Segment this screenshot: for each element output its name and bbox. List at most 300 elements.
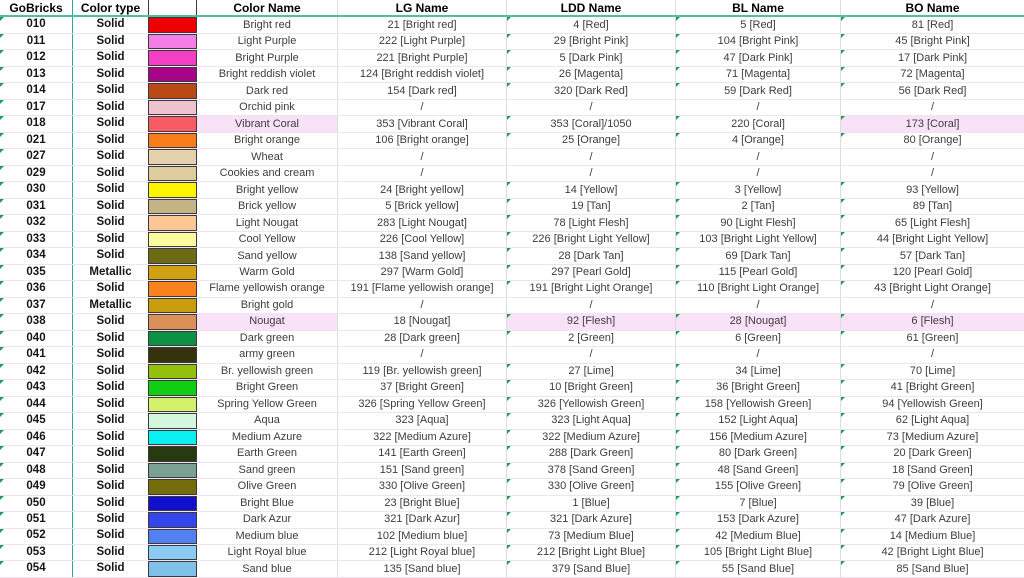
color-swatch-cell[interactable] <box>148 83 197 98</box>
bl-name-cell[interactable]: 59 [Dark Red] <box>676 83 841 98</box>
color-swatch-cell[interactable] <box>148 17 197 32</box>
color-swatch-cell[interactable] <box>148 166 197 181</box>
bl-name-cell[interactable]: 220 [Coral] <box>676 116 841 131</box>
gobricks-id-cell[interactable]: 021 <box>0 133 73 148</box>
lg-name-cell[interactable]: 326 [Spring Yellow Green] <box>338 397 507 412</box>
ldd-name-cell[interactable]: 25 [Orange] <box>507 133 676 148</box>
lg-name-cell[interactable]: 330 [Olive Green] <box>338 479 507 494</box>
gobricks-id-cell[interactable]: 032 <box>0 215 73 230</box>
bo-name-cell[interactable]: 43 [Bright Light Orange] <box>841 281 1024 296</box>
lg-name-cell[interactable]: 323 [Aqua] <box>338 413 507 428</box>
bo-name-cell[interactable]: 81 [Red] <box>841 17 1024 32</box>
color-type-cell[interactable]: Solid <box>96 84 125 97</box>
color-name-cell[interactable]: Nougat <box>197 314 338 329</box>
ldd-name-cell[interactable]: 320 [Dark Red] <box>507 83 676 98</box>
bo-name-cell[interactable]: 18 [Sand Green] <box>841 463 1024 478</box>
color-name-cell[interactable]: Sand yellow <box>197 248 338 263</box>
ldd-name-cell[interactable]: 353 [Coral]/1050 <box>507 116 676 131</box>
gobricks-id-cell[interactable]: 033 <box>0 232 73 247</box>
bl-name-cell[interactable]: 156 [Medium Azure] <box>676 430 841 445</box>
lg-name-cell[interactable]: / <box>338 100 507 115</box>
bl-name-cell[interactable]: 115 [Pearl Gold] <box>676 265 841 280</box>
bo-name-cell[interactable]: 70 [Lime] <box>841 364 1024 379</box>
lg-name-cell[interactable]: 23 [Bright Blue] <box>338 496 507 511</box>
bo-name-cell[interactable]: 72 [Magenta] <box>841 67 1024 82</box>
color-type-cell[interactable]: Solid <box>96 249 125 262</box>
gobricks-id-cell[interactable]: 051 <box>0 512 73 527</box>
lg-name-cell[interactable]: 106 [Bright orange] <box>338 133 507 148</box>
bl-name-cell[interactable]: 4 [Orange] <box>676 133 841 148</box>
header-swatch <box>148 0 197 15</box>
color-name-cell[interactable]: Cool Yellow <box>197 232 338 247</box>
color-type-cell[interactable]: Solid <box>96 216 125 229</box>
color-swatch-cell[interactable] <box>148 397 197 412</box>
cell-flag-triangle-icon <box>0 380 4 384</box>
gobricks-id-cell[interactable]: 037 <box>0 298 73 313</box>
color-type-cell[interactable]: Solid <box>96 183 125 196</box>
ldd-name-cell[interactable]: 28 [Dark Tan] <box>507 248 676 263</box>
lg-name-cell[interactable]: 297 [Warm Gold] <box>338 265 507 280</box>
color-swatch-cell[interactable] <box>148 347 197 362</box>
color-type-cell[interactable]: Solid <box>96 282 125 295</box>
ldd-name-cell[interactable]: 5 [Dark Pink] <box>507 50 676 65</box>
lg-name-cell[interactable]: 353 [Vibrant Coral] <box>338 116 507 131</box>
color-type-cell[interactable]: Solid <box>96 166 125 179</box>
color-swatch-cell[interactable] <box>148 182 197 197</box>
color-name-cell[interactable]: Light Nougat <box>197 215 338 230</box>
ldd-name-cell[interactable]: 1 [Blue] <box>507 496 676 511</box>
bo-name-cell[interactable]: 6 [Flesh] <box>841 314 1024 329</box>
color-type-cell[interactable]: Solid <box>96 315 125 328</box>
bo-name-cell[interactable]: 47 [Dark Azure] <box>841 512 1024 527</box>
cell-flag-triangle-icon <box>841 446 845 450</box>
lg-name-cell[interactable]: / <box>338 347 507 362</box>
color-name-cell[interactable]: Light Royal blue <box>197 545 338 560</box>
color-swatch-cell[interactable] <box>148 364 197 379</box>
color-type-cell[interactable]: Solid <box>96 100 125 113</box>
color-type-cell[interactable]: Solid <box>96 18 125 31</box>
color-swatch-cell[interactable] <box>148 380 197 395</box>
color-name-cell[interactable]: Br. yellowish green <box>197 364 338 379</box>
color-name-cell[interactable]: Bright red <box>197 17 338 32</box>
ldd-name-cell[interactable]: 92 [Flesh] <box>507 314 676 329</box>
lg-name-cell[interactable]: 135 [Sand blue] <box>338 561 507 576</box>
ldd-name-cell[interactable]: 288 [Dark Green] <box>507 446 676 461</box>
ldd-name-cell[interactable]: 10 [Bright Green] <box>507 380 676 395</box>
bo-name-cell[interactable]: 14 [Medium Blue] <box>841 529 1024 544</box>
cell-flag-triangle-icon <box>676 199 680 203</box>
ldd-name-cell[interactable]: 323 [Light Aqua] <box>507 413 676 428</box>
color-type-cell[interactable]: Solid <box>96 364 125 377</box>
lg-name-cell[interactable]: 37 [Bright Green] <box>338 380 507 395</box>
bl-name-cell[interactable]: 42 [Medium Blue] <box>676 529 841 544</box>
color-name-cell[interactable]: Bright Purple <box>197 50 338 65</box>
cell-flag-triangle-icon <box>507 331 511 335</box>
gobricks-id-cell[interactable]: 038 <box>0 314 73 329</box>
ldd-name-cell[interactable]: 322 [Medium Azure] <box>507 430 676 445</box>
ldd-name-cell[interactable]: 19 [Tan] <box>507 199 676 214</box>
lg-name-cell[interactable]: 5 [Brick yellow] <box>338 199 507 214</box>
bl-name-cell[interactable]: 7 [Blue] <box>676 496 841 511</box>
ldd-name-cell[interactable]: / <box>507 149 676 164</box>
color-type-cell[interactable]: Solid <box>96 496 125 509</box>
color-swatch-cell[interactable] <box>148 561 197 576</box>
color-type-cell[interactable]: Solid <box>96 232 125 245</box>
color-type-cell[interactable]: Solid <box>96 414 125 427</box>
color-swatch-cell[interactable] <box>148 413 197 428</box>
color-name-cell[interactable]: Earth Green <box>197 446 338 461</box>
color-name-cell[interactable]: Orchid pink <box>197 100 338 115</box>
color-swatch-cell[interactable] <box>148 281 197 296</box>
color-swatch-cell[interactable] <box>148 479 197 494</box>
color-name-cell[interactable]: Warm Gold <box>197 265 338 280</box>
ldd-name-cell[interactable]: 78 [Light Flesh] <box>507 215 676 230</box>
gobricks-id-cell[interactable]: 045 <box>0 413 73 428</box>
color-type-cell[interactable]: Solid <box>96 513 125 525</box>
color-swatch-cell[interactable] <box>148 496 197 511</box>
gobricks-id-cell[interactable]: 048 <box>0 463 73 478</box>
color-type-cell[interactable]: Solid <box>96 150 125 163</box>
gobricks-id-cell[interactable]: 041 <box>0 347 73 362</box>
gobricks-id-cell[interactable]: 050 <box>0 496 73 511</box>
bl-name-cell[interactable]: 34 [Lime] <box>676 364 841 379</box>
lg-name-cell[interactable]: 151 [Sand green] <box>338 463 507 478</box>
bl-name-cell[interactable]: 110 [Bright Light Orange] <box>676 281 841 296</box>
color-type-cell[interactable]: Solid <box>96 67 125 80</box>
ldd-name-cell[interactable]: 321 [Dark Azure] <box>507 512 676 527</box>
lg-name-cell[interactable]: 322 [Medium Azure] <box>338 430 507 445</box>
ldd-name-cell[interactable]: 29 [Bright Pink] <box>507 34 676 49</box>
color-swatch-cell[interactable] <box>148 215 197 230</box>
color-name-cell[interactable]: Olive Green <box>197 479 338 494</box>
color-swatch-cell[interactable] <box>148 529 197 544</box>
color-type-cell[interactable]: Solid <box>96 381 125 394</box>
lg-name-cell[interactable]: / <box>338 298 507 313</box>
cell-flag-triangle-icon <box>0 561 4 565</box>
color-type-cell[interactable]: Solid <box>96 348 125 361</box>
color-swatch-cell[interactable] <box>148 133 197 148</box>
bo-name-cell[interactable]: 41 [Bright Green] <box>841 380 1024 395</box>
color-name-cell[interactable]: Medium Azure <box>197 430 338 445</box>
cell-flag-triangle-icon <box>841 116 845 120</box>
ldd-name-cell[interactable]: 14 [Yellow] <box>507 182 676 197</box>
bo-name-cell[interactable]: 79 [Olive Green] <box>841 479 1024 494</box>
gobricks-id-cell[interactable]: 052 <box>0 529 73 544</box>
bl-name-cell[interactable]: 71 [Magenta] <box>676 67 841 82</box>
cell-flag-triangle-icon <box>676 479 680 483</box>
color-name-cell[interactable]: Dark Azur <box>197 512 338 527</box>
bl-name-cell[interactable]: 6 [Green] <box>676 331 841 346</box>
bo-name-cell[interactable]: / <box>930 298 935 311</box>
color-name-cell[interactable]: army green <box>197 347 338 362</box>
gobricks-id-cell[interactable]: 034 <box>0 248 73 263</box>
ldd-name-cell[interactable]: 26 [Magenta] <box>507 67 676 82</box>
color-type-cell[interactable]: Solid <box>96 463 125 476</box>
bo-name-cell[interactable]: / <box>930 167 935 180</box>
lg-name-cell[interactable]: 141 [Earth Green] <box>338 446 507 461</box>
bo-name-cell[interactable]: 39 [Blue] <box>841 496 1024 511</box>
color-swatch <box>148 265 197 280</box>
color-type-cell[interactable]: Solid <box>96 430 125 443</box>
color-swatch <box>148 380 197 395</box>
color-name-cell[interactable]: Wheat <box>197 149 338 164</box>
gobricks-id-cell[interactable]: 049 <box>0 479 73 494</box>
color-name-cell[interactable]: Vibrant Coral <box>197 116 338 131</box>
gobricks-id-cell[interactable]: 054 <box>0 561 73 576</box>
bl-name-cell[interactable]: / <box>676 100 841 115</box>
color-name-cell[interactable]: Dark red <box>197 83 338 98</box>
color-swatch <box>148 314 197 329</box>
gobricks-id-cell[interactable]: 046 <box>0 430 73 445</box>
bo-name-cell[interactable]: / <box>930 101 935 114</box>
bl-name-cell[interactable]: 90 [Light Flesh] <box>676 215 841 230</box>
gobricks-id-cell[interactable]: 017 <box>0 100 73 115</box>
color-type-cell[interactable]: Metallic <box>89 298 132 311</box>
color-swatch-cell[interactable] <box>148 545 197 560</box>
lg-name-cell[interactable]: 191 [Flame yellowish orange] <box>338 281 507 296</box>
color-name-cell[interactable]: Medium blue <box>197 529 338 544</box>
bl-name-cell[interactable]: 153 [Dark Azure] <box>676 512 841 527</box>
color-type-cell[interactable]: Metallic <box>89 265 132 278</box>
ldd-name-cell[interactable]: 297 [Pearl Gold] <box>507 265 676 280</box>
header-lg-name: LG Name <box>338 0 507 15</box>
color-type-cell[interactable]: Solid <box>96 117 125 130</box>
gobricks-id-cell[interactable]: 042 <box>0 364 73 379</box>
color-name-cell[interactable]: Bright reddish violet <box>197 67 338 82</box>
bo-name-cell[interactable]: 45 [Bright Pink] <box>841 34 1024 49</box>
bo-name-cell[interactable]: 17 [Dark Pink] <box>841 50 1024 65</box>
color-name-cell[interactable]: Sand green <box>197 463 338 478</box>
bl-name-cell[interactable]: 103 [Bright Light Yellow] <box>676 232 841 247</box>
color-type-cell[interactable]: Solid <box>96 51 125 64</box>
bl-name-cell[interactable]: / <box>676 166 841 181</box>
bo-name-cell[interactable]: 120 [Pearl Gold] <box>841 265 1024 280</box>
bo-name-cell[interactable]: 94 [Yellowish Green] <box>841 397 1024 412</box>
bl-name-cell[interactable]: 104 [Bright Pink] <box>676 34 841 49</box>
ldd-name-cell[interactable]: 226 [Bright Light Yellow] <box>507 232 676 247</box>
bl-name-cell[interactable]: 55 [Sand Blue] <box>676 561 841 576</box>
color-type-cell[interactable]: Solid <box>96 529 125 542</box>
gobricks-id-cell[interactable]: 040 <box>0 331 73 346</box>
cell-flag-triangle-icon <box>507 133 511 137</box>
lg-name-cell[interactable]: 321 [Dark Azur] <box>338 512 507 527</box>
ldd-name-cell[interactable]: 191 [Bright Light Orange] <box>507 281 676 296</box>
lg-name-cell[interactable]: 18 [Nougat] <box>338 314 507 329</box>
bl-name-cell[interactable]: 80 [Dark Green] <box>676 446 841 461</box>
bo-name-cell[interactable]: 62 [Light Aqua] <box>841 413 1024 428</box>
bl-name-cell[interactable]: 28 [Nougat] <box>676 314 841 329</box>
bo-name-cell[interactable]: 61 [Green] <box>841 331 1024 346</box>
bl-name-cell[interactable]: 47 [Dark Pink] <box>676 50 841 65</box>
color-name-cell[interactable]: Spring Yellow Green <box>197 397 338 412</box>
ldd-name-cell[interactable]: 212 [Bright Light Blue] <box>507 545 676 560</box>
color-name-cell[interactable]: Flame yellowish orange <box>197 281 338 296</box>
color-type-cell[interactable]: Solid <box>96 545 125 558</box>
bo-name-cell[interactable]: 56 [Dark Red] <box>841 83 1024 98</box>
ldd-name-cell[interactable]: 27 [Lime] <box>507 364 676 379</box>
lg-name-cell[interactable]: 28 [Dark green] <box>338 331 507 346</box>
gobricks-id-cell[interactable]: 013 <box>0 67 73 82</box>
gobricks-id-cell[interactable]: 027 <box>0 149 73 164</box>
lg-name-cell[interactable]: 24 [Bright yellow] <box>338 182 507 197</box>
cell-flag-triangle-icon <box>676 34 680 38</box>
gobricks-id-cell[interactable]: 047 <box>0 446 73 461</box>
bo-name-cell[interactable]: 85 [Sand Blue] <box>841 561 1024 576</box>
color-name-cell[interactable]: Bright gold <box>197 298 338 313</box>
cell-flag-triangle-icon <box>841 232 845 236</box>
bo-name-cell[interactable]: 80 [Orange] <box>841 133 1024 148</box>
ldd-name-cell[interactable]: / <box>507 347 676 362</box>
lg-name-cell[interactable]: 154 [Dark red] <box>338 83 507 98</box>
cell-flag-triangle-icon <box>676 281 680 285</box>
color-swatch-cell[interactable] <box>148 314 197 329</box>
bo-name-cell[interactable]: 57 [Dark Tan] <box>841 248 1024 263</box>
bl-name-cell[interactable]: 158 [Yellowish Green] <box>676 397 841 412</box>
bl-name-cell[interactable]: 3 [Yellow] <box>676 182 841 197</box>
color-name-cell[interactable]: Bright Green <box>197 380 338 395</box>
color-type-cell[interactable]: Solid <box>96 480 125 493</box>
cell-flag-triangle-icon <box>0 248 4 252</box>
color-swatch-cell[interactable] <box>148 67 197 82</box>
color-type-cell[interactable]: Solid <box>96 562 125 575</box>
cell-flag-triangle-icon <box>676 463 680 467</box>
gobricks-id-cell[interactable]: 035 <box>0 265 73 280</box>
ldd-name-cell[interactable]: / <box>507 100 676 115</box>
color-name-cell[interactable]: Light Purple <box>197 34 338 49</box>
color-type-cell[interactable]: Solid <box>96 331 125 344</box>
color-name-cell[interactable]: Bright yellow <box>197 182 338 197</box>
lg-name-cell[interactable]: 102 [Medium blue] <box>338 529 507 544</box>
cell-flag-triangle-icon <box>841 364 845 368</box>
cell-flag-triangle-icon <box>841 50 845 54</box>
color-name-cell[interactable]: Cookies and cream <box>197 166 338 181</box>
lg-name-cell[interactable]: / <box>338 149 507 164</box>
ldd-name-cell[interactable]: 378 [Sand Green] <box>507 463 676 478</box>
gobricks-id-cell[interactable]: 043 <box>0 380 73 395</box>
header-bl-name: BL Name <box>676 0 841 15</box>
color-swatch-cell[interactable] <box>148 50 197 65</box>
bo-name-cell[interactable]: 44 [Bright Light Yellow] <box>841 232 1024 247</box>
gobricks-id-cell[interactable]: 030 <box>0 182 73 197</box>
gobricks-id-cell[interactable]: 036 <box>0 281 73 296</box>
color-swatch-cell[interactable] <box>148 298 197 313</box>
ldd-name-cell[interactable]: 4 [Red] <box>507 17 676 32</box>
gobricks-id-cell[interactable]: 012 <box>0 50 73 65</box>
gobricks-id-cell[interactable]: 029 <box>0 166 73 181</box>
table-row <box>0 182 1024 198</box>
bo-name-cell[interactable]: / <box>930 150 935 163</box>
lg-name-cell[interactable]: 212 [Light Royal blue] <box>338 545 507 560</box>
gobricks-id-cell[interactable]: 018 <box>0 116 73 131</box>
lg-name-cell[interactable]: 21 [Bright red] <box>338 17 507 32</box>
bl-name-cell[interactable]: 48 [Sand Green] <box>676 463 841 478</box>
gobricks-id-cell[interactable]: 011 <box>0 34 73 49</box>
color-swatch-cell[interactable] <box>148 446 197 461</box>
color-swatch-cell[interactable] <box>148 512 197 527</box>
bl-name-cell[interactable]: 2 [Tan] <box>676 199 841 214</box>
color-swatch-cell[interactable] <box>148 463 197 478</box>
color-type-cell[interactable]: Solid <box>96 199 125 212</box>
bo-name-cell[interactable]: 20 [Dark Green] <box>841 446 1024 461</box>
color-swatch-cell[interactable] <box>148 199 197 214</box>
lg-name-cell[interactable]: 138 [Sand yellow] <box>338 248 507 263</box>
color-name-cell[interactable]: Aqua <box>197 413 338 428</box>
bo-name-cell[interactable]: / <box>930 348 935 361</box>
bl-name-cell[interactable]: / <box>676 347 841 362</box>
bo-name-cell[interactable]: 173 [Coral] <box>841 116 1024 131</box>
color-swatch <box>148 413 197 428</box>
color-name-cell[interactable]: Sand blue <box>197 561 338 576</box>
ldd-name-cell[interactable]: 379 [Sand Blue] <box>507 561 676 576</box>
color-swatch-cell[interactable] <box>148 430 197 445</box>
ldd-name-cell[interactable]: 326 [Yellowish Green] <box>507 397 676 412</box>
color-swatch-cell[interactable] <box>148 100 197 115</box>
bl-name-cell[interactable]: / <box>676 298 841 313</box>
color-name-cell[interactable]: Bright Blue <box>197 496 338 511</box>
bo-name-cell[interactable]: 65 [Light Flesh] <box>841 215 1024 230</box>
color-name-cell[interactable]: Bright orange <box>197 133 338 148</box>
bl-name-cell[interactable]: 69 [Dark Tan] <box>676 248 841 263</box>
color-swatch <box>148 529 197 544</box>
gobricks-id-cell[interactable]: 010 <box>0 17 73 32</box>
bl-name-cell[interactable]: 36 [Bright Green] <box>676 380 841 395</box>
color-name-cell[interactable]: Dark green <box>197 331 338 346</box>
gobricks-id-cell[interactable]: 014 <box>0 83 73 98</box>
ldd-name-cell[interactable]: 330 [Olive Green] <box>507 479 676 494</box>
bo-name-cell[interactable]: 73 [Medium Azure] <box>841 430 1024 445</box>
color-type-cell[interactable]: Solid <box>96 447 125 460</box>
color-swatch-cell[interactable] <box>148 331 197 346</box>
color-type-cell[interactable]: Solid <box>96 34 125 47</box>
lg-name-cell[interactable]: 221 [Bright Purple] <box>338 50 507 65</box>
table-row <box>0 380 1024 396</box>
color-swatch <box>148 34 197 49</box>
lg-name-cell[interactable]: 119 [Br. yellowish green] <box>338 364 507 379</box>
color-swatch-cell[interactable] <box>148 116 197 131</box>
bo-name-cell[interactable]: 89 [Tan] <box>841 199 1024 214</box>
color-type-cell[interactable]: Solid <box>96 397 125 410</box>
bl-name-cell[interactable]: 155 [Olive Green] <box>676 479 841 494</box>
bl-name-cell[interactable]: 152 [Light Aqua] <box>676 413 841 428</box>
color-swatch-cell[interactable] <box>148 34 197 49</box>
color-name-cell[interactable]: Brick yellow <box>197 199 338 214</box>
ldd-name-cell[interactable]: / <box>507 166 676 181</box>
color-swatch-cell[interactable] <box>148 149 197 164</box>
cell-flag-triangle-icon <box>507 182 511 186</box>
gobricks-id-cell[interactable]: 031 <box>0 199 73 214</box>
color-swatch-cell[interactable] <box>148 232 197 247</box>
ldd-name-cell[interactable]: 73 [Medium Blue] <box>507 529 676 544</box>
color-swatch-cell[interactable] <box>148 265 197 280</box>
color-type-cell[interactable]: Solid <box>96 133 125 146</box>
bl-name-cell[interactable]: / <box>676 149 841 164</box>
gobricks-id-cell[interactable]: 053 <box>0 545 73 560</box>
bl-name-cell[interactable]: 105 [Bright Light Blue] <box>676 545 841 560</box>
bo-name-cell[interactable]: 42 [Bright Light Blue] <box>841 545 1024 560</box>
gobricks-id-cell[interactable]: 044 <box>0 397 73 412</box>
lg-name-cell[interactable]: 222 [Light Purple] <box>338 34 507 49</box>
ldd-name-cell[interactable]: 2 [Green] <box>507 331 676 346</box>
lg-name-cell[interactable]: 283 [Light Nougat] <box>338 215 507 230</box>
ldd-name-cell[interactable]: / <box>507 298 676 313</box>
lg-name-cell[interactable]: / <box>338 166 507 181</box>
lg-name-cell[interactable]: 226 [Cool Yellow] <box>338 232 507 247</box>
color-swatch <box>148 512 197 527</box>
color-swatch-cell[interactable] <box>148 248 197 263</box>
bl-name-cell[interactable]: 5 [Red] <box>676 17 841 32</box>
bo-name-cell[interactable]: 93 [Yellow] <box>841 182 1024 197</box>
lg-name-cell[interactable]: 124 [Bright reddish violet] <box>338 67 507 82</box>
